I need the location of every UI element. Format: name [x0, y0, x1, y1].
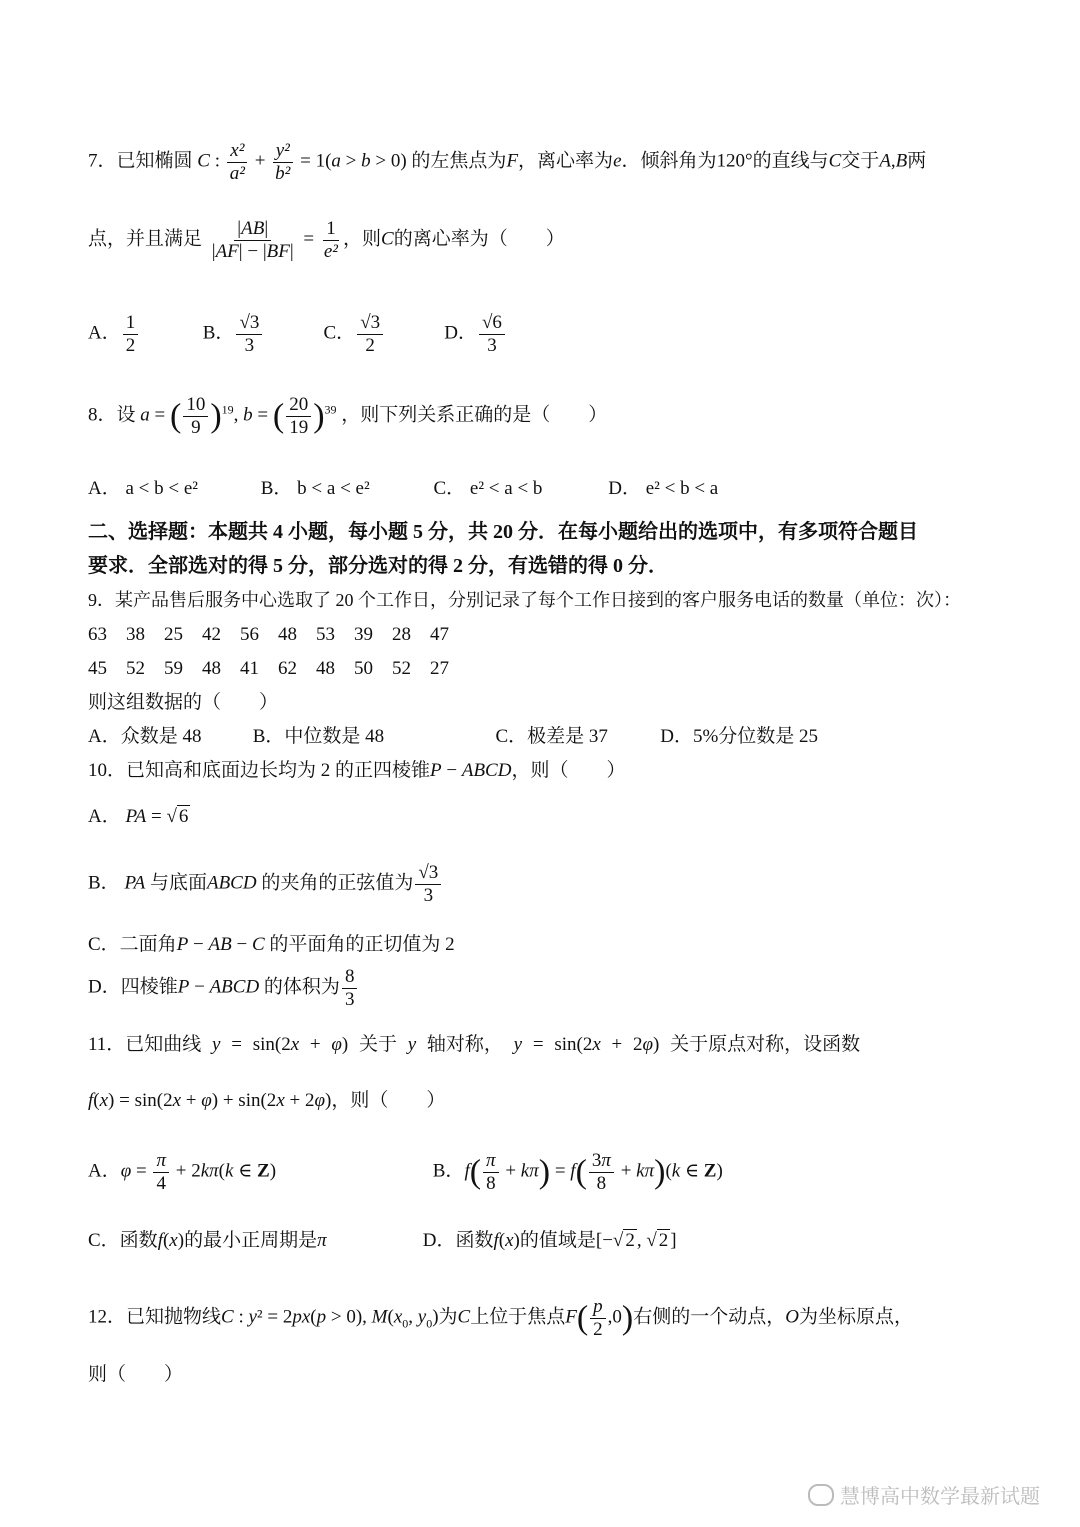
q11-options-ab: [88, 1150, 1020, 1195]
q11-option-b[interactable]: B．f( $\frac{\pi}{8}$ + kπ) = f( $\frac{3\pi}{8}$ + kπ)(k ∈ Z): [432, 1150, 723, 1194]
watermark-text: 慧博高中数学最新试题: [840, 1484, 1040, 1508]
q9-ask: 则这组数据的（ ）: [88, 692, 279, 713]
q7-e-frac: $\frac{1}{\text{e²}}$: [323, 218, 339, 262]
q11-stem-line1: 11．已知曲线 y = sin(2x + φ) 关于 y 轴对称， y = sin(2x + 2φ) 关于原点对称，设函数: [88, 1034, 861, 1055]
section2-heading-line2: 要求．全部选对的得 5 分，部分选对的得 2 分，有选错的得 0 分．: [88, 555, 668, 577]
q7-option-a[interactable]: A． $\frac{1}{2}$: [88, 312, 198, 357]
q10-option-d[interactable]: D．四棱锥P − ABCD 的体积为 $\frac{8}{3}$: [88, 966, 1020, 1011]
q11-options-cd: [88, 1230, 1020, 1253]
q7-y-frac: $\frac{\text{y²}}{\text{b²}}$: [272, 140, 293, 185]
q11-stem-line2: f(x) = sin(2x + φ) + sin(2x + 2φ)，则（ ）: [88, 1090, 446, 1111]
q9-data-row2: 45 52 59 48 41 62 48 50 52 27: [88, 658, 449, 679]
q7-prefix: 7．已知椭圆: [88, 150, 193, 172]
q9-option-c[interactable]: C．极差是 37: [495, 726, 608, 747]
q7-x-frac: $\frac{\text{x²}}{\text{a²}}$: [227, 140, 248, 185]
q10-option-b[interactable]: B． PA 与底面ABCD 的夹角的正弦值为 $\frac{√3}{3}$: [88, 862, 1020, 907]
q7-options: [88, 312, 1020, 357]
q7-option-d[interactable]: D． $\frac{√6}{3}$: [444, 312, 507, 357]
q9-option-b[interactable]: B．中位数是 48: [252, 726, 385, 747]
q11-option-a[interactable]: A．φ = $\frac{\pi}{4}$ + 2kπ(k ∈ Z): [88, 1150, 277, 1194]
q7-stem-line1: 7．已知椭圆 C : $\frac{\text{x²}}{\text{a²}}$ + $\frac{\text{y²}}{\text{b²}}$ = 1(a > b > 0) 的左焦点为F，离心率为e．倾斜角为120°的直线与C交于A,B两: [88, 140, 927, 184]
q11-option-c[interactable]: C．函数f(x)的最小正周期是π: [88, 1230, 327, 1251]
q7-ratio-frac: $\frac{|AB|}{|AF| - |BF|}$: [211, 218, 294, 262]
q9-stem: 9．某产品售后服务中心选取了 20 个工作日，分别记录了每个工作日接到的客户服务电话的数量（单位：次）：: [88, 590, 961, 610]
q8-options: [88, 478, 1020, 501]
q8-stem: 8．设 a = ( $\frac{10}{9}$ )$^{19}$, b = ( $\frac{20}{19}$ )$^{39}$ ，则下列关系正确的是（ ）: [88, 394, 608, 438]
q9-options: [88, 726, 1020, 749]
q7-option-c[interactable]: C． $\frac{√3}{2}$: [324, 312, 440, 357]
section2-heading-line1: 二、选择题：本题共 4 小题，每小题 5 分，共 20 分．在每小题给出的选项中，有多项符合题目: [88, 521, 918, 543]
watermark: [808, 1480, 1040, 1509]
q8-option-c[interactable]: C． e² < a < b: [433, 478, 543, 499]
q12-ask: 则（ ）: [88, 1364, 184, 1385]
q9-option-d[interactable]: D．5%分位数是 25: [660, 726, 819, 747]
q12-stem: 12．已知抛物线C : y² = 2px(p > 0), $M(x_0$, $y_0$)为C上位于焦点F( $\frac{p}{2}$ ,0)右侧的一个动点，O为坐标原点，: [88, 1296, 914, 1340]
q9-data-row1: 63 38 25 42 56 48 53 39 28 47: [88, 624, 449, 645]
q8-option-a[interactable]: A． a < b < e²: [88, 478, 198, 499]
q11-option-d[interactable]: D．函数f(x)的值域是[−√ 2 , √ 2 ]: [422, 1230, 677, 1251]
q10-option-c[interactable]: C．二面角P − AB − C 的平面角的正切值为 2: [88, 934, 455, 955]
q10-option-a[interactable]: A． PA = √ 6: [88, 806, 189, 827]
q8-option-d[interactable]: D． e² < b < a: [608, 478, 719, 499]
q9-option-a[interactable]: A．众数是 48: [88, 726, 202, 747]
q7-stem-line2: 点，并且满足 $\frac{|AB|}{|AF| - |BF|}$ = $\frac{1}{\text{e²}}$ ，则C的离心率为（ ）: [88, 218, 565, 262]
wechat-icon: [808, 1484, 834, 1506]
q8-option-b[interactable]: B． b < a < e²: [260, 478, 370, 499]
q10-stem: 10．已知高和底面边长均为 2 的正四棱锥P − ABCD，则（ ）: [88, 760, 626, 781]
q7-option-b[interactable]: B． $\frac{√3}{3}$: [203, 312, 319, 357]
